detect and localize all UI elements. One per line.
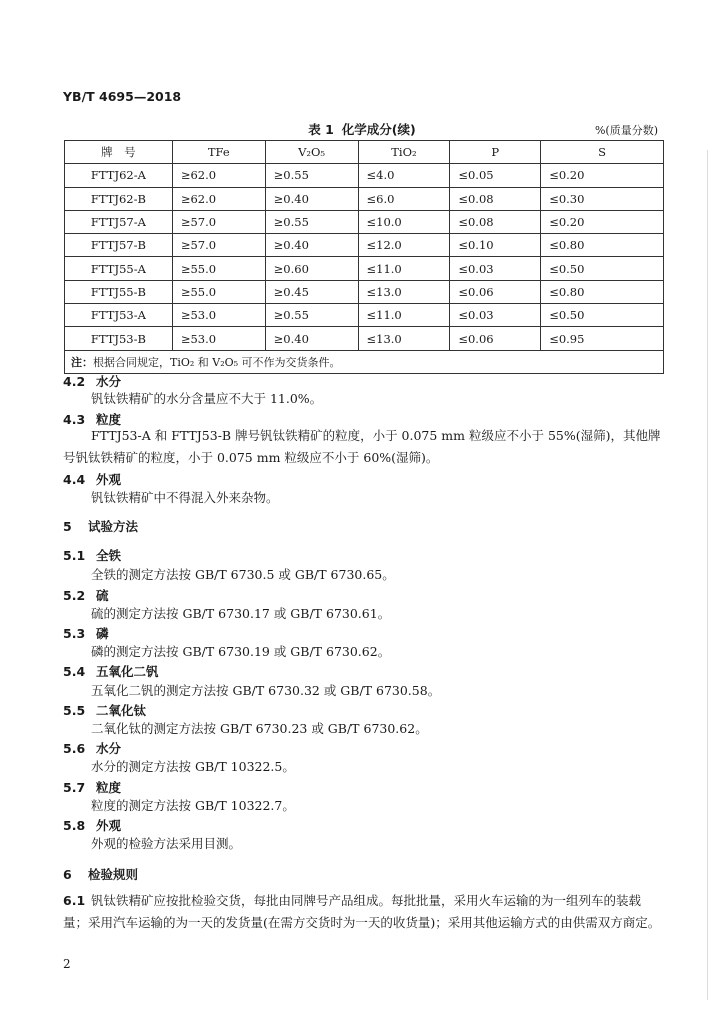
table-cell: ≤0.20 bbox=[541, 164, 664, 187]
section-5-5-heading: 5.5 二氧化钛 bbox=[63, 703, 147, 718]
table-row bbox=[65, 234, 664, 257]
table-cell: ≤0.03 bbox=[450, 257, 541, 280]
table-cell: ≤6.0 bbox=[358, 187, 450, 210]
grade-cell: FTTJ62-A bbox=[65, 164, 173, 187]
grade-cell: FTTJ55-A bbox=[65, 257, 173, 280]
table-cell: ≥0.45 bbox=[265, 280, 358, 303]
table-cell: ≤12.0 bbox=[358, 234, 450, 257]
grade-cell: FTTJ57-A bbox=[65, 210, 173, 233]
table-cell: ≤0.30 bbox=[541, 187, 664, 210]
table-row bbox=[65, 187, 664, 210]
column-header-tio2: TiO₂ bbox=[358, 141, 450, 164]
table-cell: ≥62.0 bbox=[172, 187, 265, 210]
table-cell: ≤0.05 bbox=[450, 164, 541, 187]
table-cell: ≥62.0 bbox=[172, 164, 265, 187]
section-5-6-heading: 5.6 水分 bbox=[63, 741, 122, 756]
table-cell: ≤11.0 bbox=[358, 304, 450, 327]
table-row bbox=[65, 164, 664, 187]
table-note-label: 注： bbox=[71, 355, 93, 369]
table-note-row bbox=[65, 350, 664, 373]
section-5-1-heading: 5.1 全铁 bbox=[63, 548, 122, 563]
section-6-1-number: 6.1 bbox=[63, 893, 86, 908]
chemical-composition-table bbox=[64, 140, 664, 374]
section-6-1-body: 钒钛铁精矿应按批检验交货，每批由同牌号产品组成。每批批量，采用火车运输的为一组列车的装载量；采用汽车运输的为一天的发货量(在需方交货时为一天的收货量)；采用其他运输方式的由供需双方商定。 bbox=[63, 893, 661, 930]
table-cell: ≤0.20 bbox=[541, 210, 664, 233]
table-cell: ≤4.0 bbox=[358, 164, 450, 187]
column-header-s: S bbox=[541, 141, 664, 164]
table-cell: ≥0.55 bbox=[265, 164, 358, 187]
section-5-3-text: 磷的测定方法按 GB/T 6730.19 或 GB/T 6730.62。 bbox=[91, 644, 391, 659]
table-cell: ≥57.0 bbox=[172, 210, 265, 233]
grade-cell: FTTJ53-A bbox=[65, 304, 173, 327]
table-row bbox=[65, 327, 664, 350]
grade-cell: FTTJ53-B bbox=[65, 327, 173, 350]
table-cell: ≤13.0 bbox=[358, 280, 450, 303]
section-4-4-text: 钒钛铁精矿中不得混入外来杂物。 bbox=[91, 490, 279, 505]
grade-cell: FTTJ55-B bbox=[65, 280, 173, 303]
table-cell: ≤10.0 bbox=[358, 210, 450, 233]
column-header-p: P bbox=[450, 141, 541, 164]
page-number: 2 bbox=[63, 957, 71, 971]
table-cell: ≥55.0 bbox=[172, 280, 265, 303]
section-5-5-text: 二氧化钛的测定方法按 GB/T 6730.23 或 GB/T 6730.62。 bbox=[91, 721, 428, 736]
table-row bbox=[65, 304, 664, 327]
section-5-2-text: 硫的测定方法按 GB/T 6730.17 或 GB/T 6730.61。 bbox=[91, 606, 391, 621]
table-header-row bbox=[65, 141, 664, 164]
section-6-1-text bbox=[63, 890, 661, 934]
section-5-8-heading: 5.8 外观 bbox=[63, 818, 122, 833]
table-cell: ≤0.03 bbox=[450, 304, 541, 327]
table-note-text: 根据合同规定，TiO₂ 和 V₂O₅ 可不作为交货条件。 bbox=[93, 355, 341, 369]
table-cell: ≤0.80 bbox=[541, 280, 664, 303]
section-5-3-heading: 5.3 磷 bbox=[63, 626, 109, 641]
table-caption-title: 化学成分(续) bbox=[341, 122, 416, 137]
table-cell: ≤0.06 bbox=[450, 280, 541, 303]
table-cell: ≥53.0 bbox=[172, 327, 265, 350]
section-5-heading: 5 试验方法 bbox=[63, 519, 139, 534]
section-4-2-text: 钒钛铁精矿的水分含量应不大于 11.0%。 bbox=[91, 391, 323, 406]
table-cell: ≥0.60 bbox=[265, 257, 358, 280]
table-cell: ≤0.95 bbox=[541, 327, 664, 350]
page-edge-line bbox=[707, 150, 708, 1000]
section-5-4-text: 五氧化二钒的测定方法按 GB/T 6730.32 或 GB/T 6730.58。 bbox=[91, 683, 441, 698]
grade-cell: FTTJ62-B bbox=[65, 187, 173, 210]
table-cell: ≥0.40 bbox=[265, 327, 358, 350]
table-cell: ≥53.0 bbox=[172, 304, 265, 327]
table-cell: ≥55.0 bbox=[172, 257, 265, 280]
table-note bbox=[65, 350, 664, 373]
table-cell: ≤0.06 bbox=[450, 327, 541, 350]
section-5-4-heading: 5.4 五氧化二钒 bbox=[63, 664, 159, 679]
table-cell: ≤0.50 bbox=[541, 257, 664, 280]
table-cell: ≥0.55 bbox=[265, 210, 358, 233]
section-4-4-heading: 4.4 外观 bbox=[63, 472, 122, 487]
table-cell: ≤0.08 bbox=[450, 210, 541, 233]
section-5-1-text: 全铁的测定方法按 GB/T 6730.5 或 GB/T 6730.65。 bbox=[91, 567, 395, 582]
table-caption-number: 表 1 bbox=[308, 122, 334, 137]
section-4-3-heading: 4.3 粒度 bbox=[63, 412, 122, 427]
column-header-tfe: TFe bbox=[172, 141, 265, 164]
table-cell: ≤11.0 bbox=[358, 257, 450, 280]
table-row bbox=[65, 210, 664, 233]
section-5-7-text: 粒度的测定方法按 GB/T 10322.7。 bbox=[91, 798, 295, 813]
table-cell: ≤0.10 bbox=[450, 234, 541, 257]
grade-cell: FTTJ57-B bbox=[65, 234, 173, 257]
table-cell: ≥0.40 bbox=[265, 187, 358, 210]
section-6-heading: 6 检验规则 bbox=[63, 867, 139, 882]
table-cell: ≤0.08 bbox=[450, 187, 541, 210]
section-5-2-heading: 5.2 硫 bbox=[63, 588, 109, 603]
section-4-2-heading: 4.2 水分 bbox=[63, 374, 122, 389]
table-cell: ≥0.40 bbox=[265, 234, 358, 257]
section-5-7-heading: 5.7 粒度 bbox=[63, 780, 122, 795]
table-cell: ≤13.0 bbox=[358, 327, 450, 350]
table-cell: ≥0.55 bbox=[265, 304, 358, 327]
section-5-8-text: 外观的检验方法采用目测。 bbox=[91, 836, 242, 851]
table-row bbox=[65, 257, 664, 280]
table-cell: ≤0.50 bbox=[541, 304, 664, 327]
standard-number: YB/T 4695—2018 bbox=[63, 89, 182, 104]
table-unit: %(质量分数) bbox=[594, 124, 658, 137]
table-cell: ≤0.80 bbox=[541, 234, 664, 257]
column-header-grade: 牌 号 bbox=[65, 141, 173, 164]
column-header-v2o5: V₂O₅ bbox=[265, 141, 358, 164]
table-cell: ≥57.0 bbox=[172, 234, 265, 257]
section-4-3-text: FTTJ53-A 和 FTTJ53-B 牌号钒钛铁精矿的粒度，小于 0.075 mm 粒级应不小于 55%(湿筛)，其他牌号钒钛铁精矿的粒度，小于 0.075 mm 粒级应不小于 60%(湿筛)。 bbox=[63, 428, 661, 465]
section-5-6-text: 水分的测定方法按 GB/T 10322.5。 bbox=[91, 759, 295, 774]
table-row bbox=[65, 280, 664, 303]
